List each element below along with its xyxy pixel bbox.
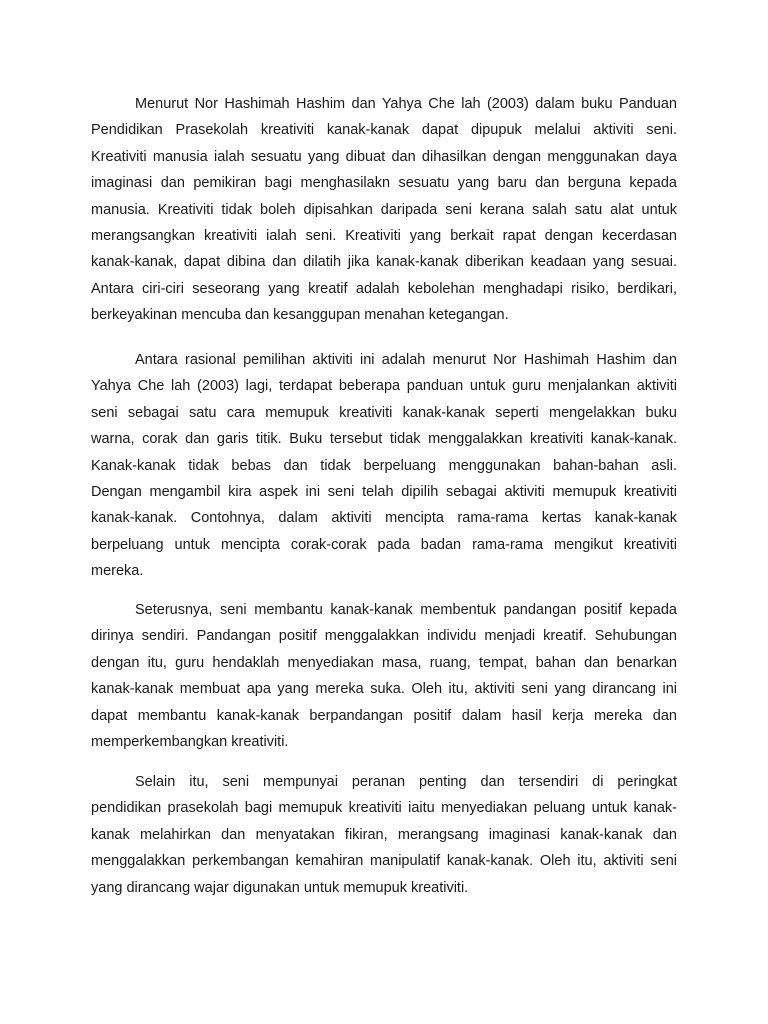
paragraph-line: mereka. — [91, 563, 144, 580]
paragraph-line: Selain itu, seni mempunyai peranan penting dan tersendiri di peringkat — [135, 774, 677, 790]
paragraph-line: seni sebagai satu cara memupuk kreativiti kanak-kanak seperti mengelakkan buku — [91, 404, 677, 421]
paragraph-line: berkeyakinan mencuba dan kesanggupan menahan ketegangan. — [91, 307, 509, 324]
paragraph-line: Antara ciri-ciri seseorang yang kreatif adalah kebolehan menghadapi risiko, berdikari, — [91, 280, 677, 297]
paragraph-line: dapat membantu kanak-kanak berpandangan positif dalam hasil kerja mereka dan — [91, 707, 677, 724]
paragraph-4 — [91, 769, 677, 901]
paragraph-line: Kreativiti manusia ialah sesuatu yang dibuat dan dihasilkan dengan menggunakan daya — [91, 148, 677, 165]
paragraph-line: manusia. Kreativiti tidak boleh dipisahkan daripada seni kerana salah satu alat untuk — [91, 201, 677, 218]
paragraph-1 — [91, 91, 677, 329]
paragraph-line: dirinya sendiri. Pandangan positif menggalakkan individu menjadi kreatif. Sehubungan — [91, 628, 677, 645]
paragraph-line: kanak-kanak. Contohnya, dalam aktiviti mencipta rama-rama kertas kanak-kanak — [91, 510, 677, 527]
paragraph-line: kanak-kanak, dapat dibina dan dilatih jika kanak-kanak diberikan keadaan yang sesuai. — [91, 254, 677, 271]
paragraph-line: Dengan mengambil kira aspek ini seni telah dipilih sebagai aktiviti memupuk kreativiti — [91, 483, 677, 500]
paragraph-line: warna, corak dan garis titik. Buku tersebut tidak menggalakkan kreativiti kanak-kanak. — [91, 431, 677, 448]
paragraph-line: pendidikan prasekolah bagi memupuk kreativiti iaitu menyediakan peluang untuk kanak- — [91, 800, 677, 817]
paragraph-line: menggalakkan perkembangan kemahiran manipulatif kanak-kanak. Oleh itu, aktiviti seni — [91, 853, 677, 870]
paragraph-line: Yahya Che lah (2003) lagi, terdapat beberapa panduan untuk guru menjalankan aktiviti — [91, 378, 677, 395]
paragraph-line: Antara rasional pemilihan aktiviti ini adalah menurut Nor Hashimah Hashim dan — [135, 352, 677, 368]
paragraph-2 — [91, 347, 677, 585]
paragraph-line: Kanak-kanak tidak bebas dan tidak berpeluang menggunakan bahan-bahan asli. — [91, 457, 677, 474]
paragraph-3 — [91, 597, 677, 755]
paragraph-line: memperkembangkan kreativiti. — [91, 733, 289, 750]
paragraph-line: Menurut Nor Hashimah Hashim dan Yahya Che lah (2003) dalam buku Panduan — [135, 96, 677, 112]
paragraph-line: yang dirancang wajar digunakan untuk memupuk kreativiti. — [91, 879, 469, 896]
paragraph-line: kanak-kanak membuat apa yang mereka suka. Oleh itu, aktiviti seni yang dirancang ini — [91, 681, 677, 698]
paragraph-line: Seterusnya, seni membantu kanak-kanak membentuk pandangan positif kepada — [135, 602, 677, 618]
paragraph-line: berpeluang untuk mencipta corak-corak pada badan rama-rama mengikut kreativiti — [91, 536, 677, 553]
paragraph-line: Pendidikan Prasekolah kreativiti kanak-kanak dapat dipupuk melalui aktiviti seni. — [91, 122, 677, 139]
paragraph-line: merangsangkan kreativiti ialah seni. Kreativiti yang berkait rapat dengan kecerdasan — [91, 227, 677, 244]
paragraph-line: dengan itu, guru hendaklah menyediakan masa, ruang, tempat, bahan dan benarkan — [91, 654, 677, 671]
paragraph-line: imaginasi dan pemikiran bagi menghasilakn sesuatu yang baru dan berguna kepada — [91, 175, 677, 192]
paragraph-line: kanak melahirkan dan menyatakan fikiran, merangsang imaginasi kanak-kanak dan — [91, 826, 677, 843]
